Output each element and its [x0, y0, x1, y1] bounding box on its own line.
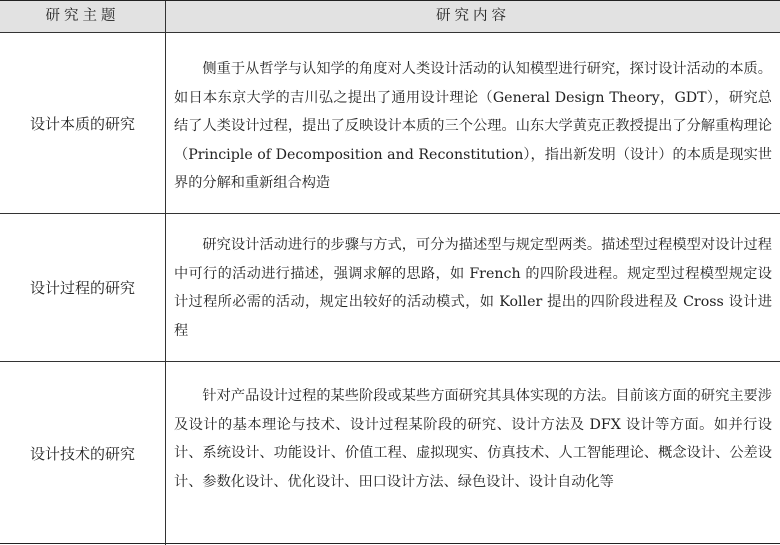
column-divider: [165, 1, 166, 545]
row-content: 针对产品设计过程的某些阶段或某些方面研究其具体实现的方法。目前该方面的研究主要涉及设计的基本理论与技术、设计过程某阶段的研究、设计方法及 DFX 设计等方面。如并行设计、系统设计、功能设计、价值工程、虚拟现实、仿真技术、人工智能理论、概念设计、公差设计、参数化设计、优化设计、田口设计方法、绿色设计、设计自动化等: [174, 388, 772, 490]
table-row: [0, 214, 780, 362]
row-topic: 设计过程的研究: [29, 279, 135, 297]
row-content: 侧重于从哲学与认知学的角度对人类设计活动的认知模型进行研究，探讨设计活动的本质。如日本东京大学的吉川弘之提出了通用设计理论（General Design Theory，GDT），研究总结了人类设计过程，提出了反映设计本质的三个公理。山东大学黄克正教授提出了分解重构理论（Principle of Decomposition and Reconstitution），指出新发明（设计）的本质是现实世界的分解和重新组合构造: [174, 61, 772, 191]
row-topic: 设计技术的研究: [29, 445, 135, 463]
row-topic: 设计本质的研究: [29, 114, 135, 133]
header-topic: 研究主题: [45, 8, 120, 24]
table-header: [0, 1, 780, 33]
table-row: [0, 362, 780, 545]
header-content: 研究内容: [436, 8, 510, 24]
row-content: 研究设计活动进行的步骤与方式，可分为描述型与规定型两类。描述型过程模型对设计过程中可行的活动进行描述，强调求解的思路，如 French 的四阶段进程。规定型过程模型规定设计过程所必需的活动，规定出较好的活动模式，如 Koller 提出的四阶段进程及 Cross 设计进程: [174, 237, 772, 339]
table-row: [0, 33, 780, 214]
